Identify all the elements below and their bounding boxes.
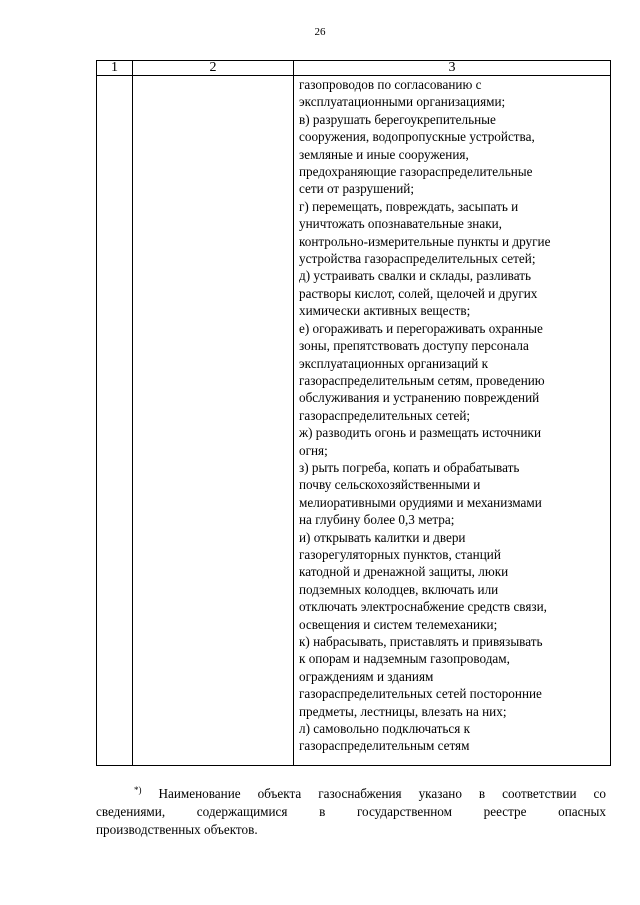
text-line: ограждениям и зданиям: [299, 668, 434, 684]
table-row: [97, 76, 611, 766]
table-header-row: [97, 61, 611, 76]
text-line: эксплуатационных организаций к: [299, 355, 489, 371]
footnote-text-1: Наименование объекта газоснабжения указано в соответствии со: [158, 786, 607, 801]
text-line: газораспределительных сетей посторонние: [299, 686, 542, 702]
footnote-marker: *): [134, 785, 142, 795]
document-table: [96, 60, 611, 766]
text-line: эксплуатационными организациями;: [299, 94, 506, 110]
text-line: л) самовольно подключаться к: [299, 721, 471, 737]
table-cell-col3: [294, 76, 611, 766]
restrictions-text: [294, 76, 610, 755]
footnote: [96, 782, 606, 838]
text-line: з) рыть погреба, копать и обрабатывать: [299, 459, 520, 475]
text-line: газораспределительных сетей;: [299, 407, 471, 423]
text-line: огня;: [299, 442, 328, 458]
text-line: устройства газораспределительных сетей;: [299, 251, 536, 267]
column-header-1: 1: [97, 61, 133, 76]
text-line: отключать электроснабжение средств связи,: [299, 599, 547, 615]
page-number: 26: [314, 26, 326, 38]
text-line: катодной и дренажной защиты, люки: [299, 564, 509, 580]
text-line: и) открывать калитки и двери: [299, 529, 466, 545]
text-line: подземных колодцев, включать или: [299, 581, 499, 597]
text-line: сооружения, водопропускные устройства,: [299, 129, 535, 145]
table-cell-col2: [133, 76, 294, 766]
text-line: газораспределительным сетям: [299, 738, 470, 754]
text-line: на глубину более 0,3 метра;: [299, 512, 455, 528]
text-line: почву сельскохозяйственными и: [299, 477, 481, 493]
text-line: к опорам и надземным газопроводам,: [299, 651, 510, 667]
column-header-2: 2: [133, 61, 294, 76]
text-line: к) набрасывать, приставлять и привязывать: [299, 634, 543, 649]
text-line: химически активных веществ;: [299, 303, 471, 319]
text-line: в) разрушать берегоукрепительные: [299, 111, 496, 127]
text-line: зоны, препятствовать доступу персонала: [299, 338, 529, 354]
footnote-line-2: сведениями, содержащимися в государственном реестре опасных: [96, 803, 606, 819]
text-line: д) устраивать свалки и склады, разливать: [299, 268, 531, 284]
text-line: сети от разрушений;: [299, 181, 414, 197]
text-line: газорегуляторных пунктов, станций: [299, 546, 501, 562]
footnote-line-1: [96, 782, 606, 803]
text-line: газораспределительным сетям, проведению: [299, 372, 545, 388]
footnote-line-3: производственных объектов.: [96, 821, 258, 837]
text-line: газопроводов по согласованию с: [299, 77, 482, 92]
text-line: земляные и иные сооружения,: [299, 146, 469, 162]
text-line: предметы, лестницы, влезать на них;: [299, 703, 507, 719]
text-line: обслуживания и устранению повреждений: [299, 390, 540, 406]
text-line: е) огораживать и перегораживать охранные: [299, 320, 543, 336]
text-line: предохраняющие газораспределительные: [299, 164, 533, 180]
text-line: освещения и систем телемеханики;: [299, 616, 498, 632]
column-header-3: 3: [294, 61, 611, 76]
text-line: мелиоративными орудиями и механизмами: [299, 494, 542, 510]
text-line: контрольно-измерительные пункты и другие: [299, 233, 551, 249]
text-line: ж) разводить огонь и размещать источники: [299, 425, 542, 441]
text-line: г) перемещать, повреждать, засыпать и: [299, 198, 519, 214]
text-line: растворы кислот, солей, щелочей и других: [299, 285, 538, 301]
text-line: уничтожать опознавательные знаки,: [299, 216, 502, 232]
table-cell-col1: [97, 76, 133, 766]
